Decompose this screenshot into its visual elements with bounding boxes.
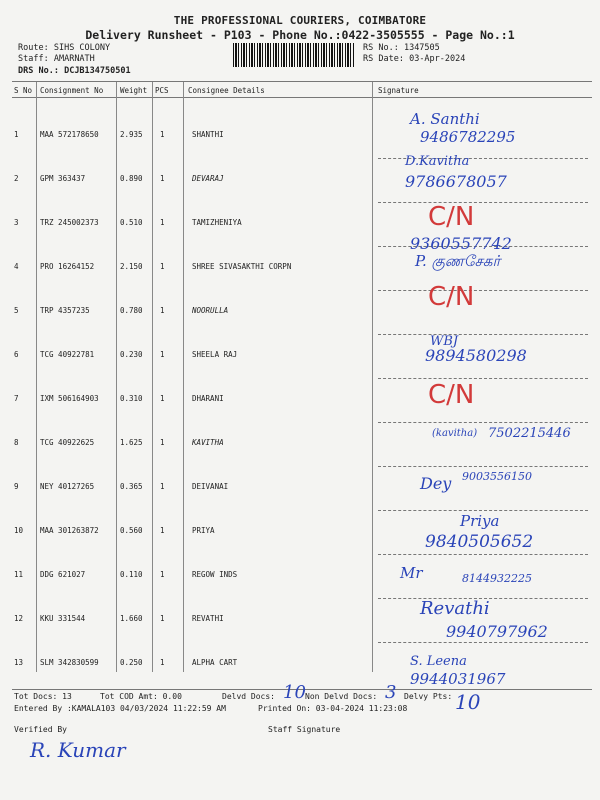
row-consignee: NOORULLA (192, 306, 229, 315)
row-weight: 0.560 (120, 526, 143, 535)
delvd-docs-value: 10 (283, 682, 306, 703)
row-sno: 12 (14, 614, 24, 623)
row-pcs: 1 (160, 394, 165, 403)
row-consignment: SLM 342830599 (40, 658, 99, 667)
route-value: SIHS COLONY (53, 43, 111, 53)
row-weight: 0.510 (120, 218, 143, 227)
rs-date-line (363, 54, 465, 64)
row-weight: 0.230 (120, 350, 143, 359)
row-consignment: TCG 40922781 (40, 350, 95, 359)
row-weight: 1.660 (120, 614, 143, 623)
route-label: Route: (18, 43, 49, 53)
row-signature: C/N (428, 380, 475, 410)
verified-by-label: Verified By (14, 725, 67, 734)
row-consignee: SHREE SIVASAKTHI CORPN (192, 262, 292, 271)
rs-date-value: 03-Apr-2024 (409, 54, 466, 64)
row-signature: D.Kavitha (405, 154, 470, 169)
row-weight: 0.110 (120, 570, 143, 579)
row-consignee: KAVITHA (192, 438, 224, 447)
table-row (0, 470, 600, 526)
row-consignment: PRO 16264152 (40, 262, 95, 271)
row-signature-phone: 7502215446 (488, 426, 571, 441)
drs-label: DRS No.: (18, 66, 59, 76)
col-sno: S No (14, 86, 33, 95)
row-consignee: DEIVANAI (192, 482, 229, 491)
row-weight: 0.310 (120, 394, 143, 403)
row-pcs: 1 (160, 658, 165, 667)
row-pcs: 1 (160, 306, 165, 315)
row-sno: 7 (14, 394, 19, 403)
row-sno: 8 (14, 438, 19, 447)
signature-line (378, 334, 588, 335)
row-consignee: TAMIZHENIYA (192, 218, 242, 227)
row-sno: 10 (14, 526, 24, 535)
staff-value: AMARNATH (53, 54, 95, 64)
delvy-pts-value: 10 (455, 690, 481, 714)
col-weight: Weight (120, 86, 148, 95)
row-consignment: GPM 363437 (40, 174, 86, 183)
row-sno: 13 (14, 658, 24, 667)
row-pcs: 1 (160, 174, 165, 183)
row-signature: C/N (428, 282, 475, 312)
non-delvd-docs-label: Non Delvd Docs: (305, 692, 378, 701)
row-consignee: DHARANI (192, 394, 224, 403)
row-consignee: REVATHI (192, 614, 224, 623)
runsheet-subtitle: Delivery Runsheet - P103 - Phone No.:0422-3505555 - Page No.:1 (85, 28, 515, 42)
row-sno: 4 (14, 262, 19, 271)
row-sno: 2 (14, 174, 19, 183)
row-consignment: KKU 331544 (40, 614, 86, 623)
signature-line (378, 466, 588, 467)
row-pcs: 1 (160, 350, 165, 359)
printed-on: Printed On: 03-04-2024 11:23:08 (258, 704, 408, 713)
rs-no-line (363, 43, 440, 53)
row-signature-phone: 9786678057 (405, 172, 507, 191)
row-signature-phone: 9003556150 (462, 470, 532, 483)
tot-docs: Tot Docs: 13 (14, 692, 72, 701)
row-signature: Revathi (420, 598, 490, 619)
rs-no-label: RS No.: (363, 43, 399, 53)
row-consignment: DDG 621027 (40, 570, 86, 579)
row-consignment: TRP 4357235 (40, 306, 90, 315)
row-weight: 1.625 (120, 438, 143, 447)
row-consignee: SHEELA RAJ (192, 350, 238, 359)
row-signature: Dey (420, 474, 452, 493)
row-consignment: NEY 40127265 (40, 482, 95, 491)
table-row (0, 598, 600, 658)
row-sno: 3 (14, 218, 19, 227)
row-weight: 0.890 (120, 174, 143, 183)
row-signature: C/N (428, 202, 475, 232)
table-row (0, 282, 600, 350)
row-pcs: 1 (160, 614, 165, 623)
row-consignee: SHANTHI (192, 130, 224, 139)
table-row (0, 512, 600, 570)
row-pcs: 1 (160, 482, 165, 491)
col-signature: Signature (378, 86, 419, 95)
non-delvd-docs-value: 3 (385, 682, 397, 703)
barcode (233, 43, 355, 67)
delvd-docs-label: Delvd Docs: (222, 692, 275, 701)
row-consignment: MAA 572178650 (40, 130, 99, 139)
row-signature: Priya (460, 512, 500, 530)
signature-line (378, 642, 588, 643)
signature-line (378, 378, 588, 379)
row-signature: S. Leena (410, 654, 467, 669)
row-consignee: REGOW INDS (192, 570, 238, 579)
row-consignment: TRZ 245002373 (40, 218, 99, 227)
row-sno: 11 (14, 570, 24, 579)
row-signature: Mr (400, 564, 423, 582)
table-row (0, 334, 600, 394)
staff-signature-label: Staff Signature (268, 725, 341, 734)
row-consignee: PRIYA (192, 526, 215, 535)
row-pcs: 1 (160, 262, 165, 271)
row-signature: 9360557742 (410, 234, 512, 253)
row-signature-phone: 8144932225 (462, 572, 532, 585)
header-rule-top (12, 81, 592, 82)
delvy-pts-label: Delvy Pts: (404, 692, 453, 701)
row-sno: 1 (14, 130, 19, 139)
table-row (0, 110, 600, 174)
col-pcs: PCS (155, 86, 169, 95)
row-signature: A. Santhi (410, 110, 480, 128)
col-consignment: Consignment No (40, 86, 104, 95)
row-pcs: 1 (160, 130, 165, 139)
drs-line (18, 66, 131, 76)
row-weight: 0.250 (120, 658, 143, 667)
row-weight: 0.780 (120, 306, 143, 315)
drs-value: DCJB134750501 (64, 66, 131, 76)
row-signature-phone: 9840505652 (425, 532, 534, 552)
table-row (0, 234, 600, 306)
row-signature: (kavitha) (432, 428, 478, 439)
rs-date-label: RS Date: (363, 54, 404, 64)
row-pcs: 1 (160, 218, 165, 227)
row-signature-phone: 9940797962 (446, 622, 548, 641)
row-consignee: ALPHA CART (192, 658, 238, 667)
row-weight: 2.150 (120, 262, 143, 271)
row-consignment: IXM 506164903 (40, 394, 99, 403)
row-consignee: DEVARAJ (192, 174, 224, 183)
route-line (18, 43, 110, 53)
company-title: THE PROFESSIONAL COURIERS, COIMBATORE (173, 14, 427, 27)
row-sno: 5 (14, 306, 19, 315)
signature-line (378, 202, 588, 203)
row-signature-name: P. குணசேகர் (415, 252, 501, 270)
signature-line (378, 554, 588, 555)
staff-line (18, 54, 95, 64)
signature-line (378, 422, 588, 423)
tot-cod-amt: Tot COD Amt: 0.00 (100, 692, 182, 701)
table-row (0, 564, 600, 614)
row-sno: 6 (14, 350, 19, 359)
signature-line (378, 510, 588, 511)
row-pcs: 1 (160, 526, 165, 535)
row-signature-phone: 9894580298 (425, 346, 527, 365)
table-row (0, 154, 600, 218)
row-signature-phone: 9944031967 (410, 670, 506, 688)
col-consignee: Consignee Details (188, 86, 265, 95)
row-signature: WBJ (430, 334, 459, 349)
header-rule-bottom (12, 97, 592, 98)
row-pcs: 1 (160, 438, 165, 447)
row-consignment: TCG 40922625 (40, 438, 95, 447)
row-pcs: 1 (160, 570, 165, 579)
row-weight: 2.935 (120, 130, 143, 139)
rs-no-value: 1347505 (403, 43, 440, 53)
row-sno: 9 (14, 482, 19, 491)
row-weight: 0.365 (120, 482, 143, 491)
row-consignment: MAA 301263872 (40, 526, 99, 535)
verifier-signature: R. Kumar (30, 738, 126, 762)
entered-by: Entered By :KAMALA103 04/03/2024 11:22:59 AM (14, 704, 226, 713)
signature-line (378, 290, 588, 291)
staff-label: Staff: (18, 54, 49, 64)
row-signature-phone: 9486782295 (420, 128, 516, 146)
